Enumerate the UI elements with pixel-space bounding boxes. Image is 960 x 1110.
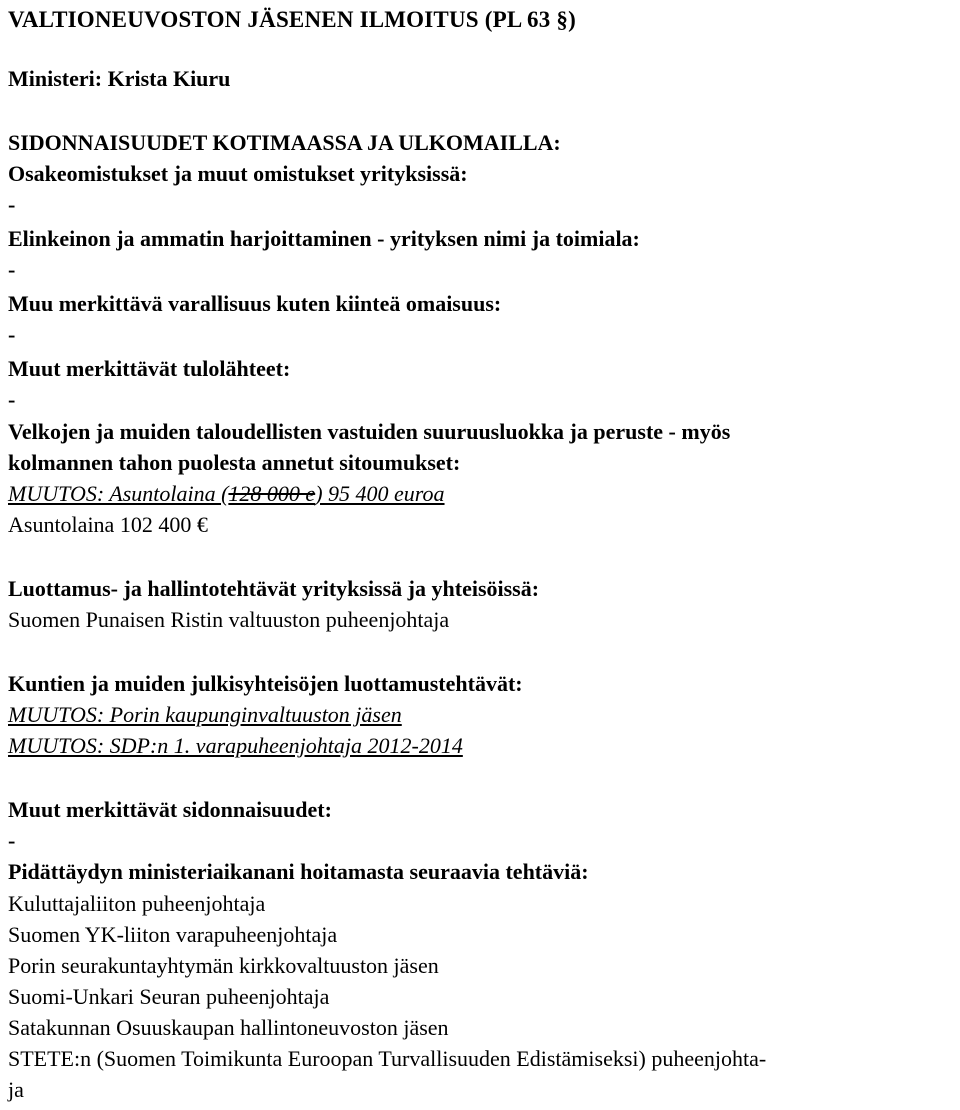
- debts-change-prefix: MUUTOS: Asuntolaina (: [8, 481, 229, 506]
- municipal-change-2: MUUTOS: SDP:n 1. varapuheenjohtaja 2012-2014: [8, 733, 463, 758]
- debts-change-note: [8, 478, 445, 509]
- refrain-label: Pidättäydyn ministeriaikanani hoitamasta seuraavia tehtäviä:: [8, 859, 589, 884]
- section-heading-ties: SIDONNAISUUDET KOTIMAASSA JA ULKOMAILLA:: [8, 130, 561, 155]
- business-label: Elinkeinon ja ammatin harjoittaminen - yrityksen nimi ja toimiala:: [8, 226, 640, 251]
- list-item: Suomi-Unkari Seuran puheenjohtaja: [8, 984, 330, 1009]
- list-item: Satakunnan Osuuskaupan hallintoneuvoston jäsen: [8, 1015, 449, 1040]
- municipal-change-1: MUUTOS: Porin kaupunginvaltuuston jäsen: [8, 702, 402, 727]
- debts-value: Asuntolaina 102 400 €: [8, 512, 208, 537]
- debts-label-line2: kolmannen tahon puolesta annetut sitoumukset:: [8, 450, 461, 475]
- minister-name: Ministeri: Krista Kiuru: [8, 66, 231, 91]
- list-item: Porin seurakuntayhtymän kirkkovaltuuston jäsen: [8, 953, 439, 978]
- income-label: Muut merkittävät tulolähteet:: [8, 356, 291, 381]
- document-title: VALTIONEUVOSTON JÄSENEN ILMOITUS (PL 63 §): [8, 7, 576, 32]
- shareholdings-label: Osakeomistukset ja muut omistukset yrityksissä:: [8, 161, 468, 186]
- list-item: Suomen YK-liiton varapuheenjohtaja: [8, 922, 338, 947]
- income-value: -: [8, 387, 16, 412]
- list-item: STETE:n (Suomen Toimikunta Euroopan Turvallisuuden Edistämiseksi) puheenjohta-: [8, 1046, 767, 1071]
- list-item: ja: [8, 1077, 24, 1102]
- other-ties-label: Muut merkittävät sidonnaisuudet:: [8, 797, 332, 822]
- municipal-label: Kuntien ja muiden julkisyhteisöjen luottamustehtävät:: [8, 671, 523, 696]
- other-ties-value: -: [8, 828, 16, 853]
- debts-change-suffix: ) 95 400 euroa: [315, 481, 445, 506]
- business-value: -: [8, 257, 16, 282]
- trust-value: Suomen Punaisen Ristin valtuuston puheenjohtaja: [8, 607, 450, 632]
- shareholdings-value: -: [8, 192, 16, 217]
- list-item: Kuluttajaliiton puheenjohtaja: [8, 891, 266, 916]
- trust-label: Luottamus- ja hallintotehtävät yrityksissä ja yhteisöissä:: [8, 576, 540, 601]
- property-value: -: [8, 322, 16, 347]
- debts-change-struck-amount: 128 000 e: [228, 481, 316, 506]
- debts-label-line1: Velkojen ja muiden taloudellisten vastuiden suuruusluokka ja peruste - myös: [8, 419, 731, 444]
- property-label: Muu merkittävä varallisuus kuten kiinteä omaisuus:: [8, 291, 502, 316]
